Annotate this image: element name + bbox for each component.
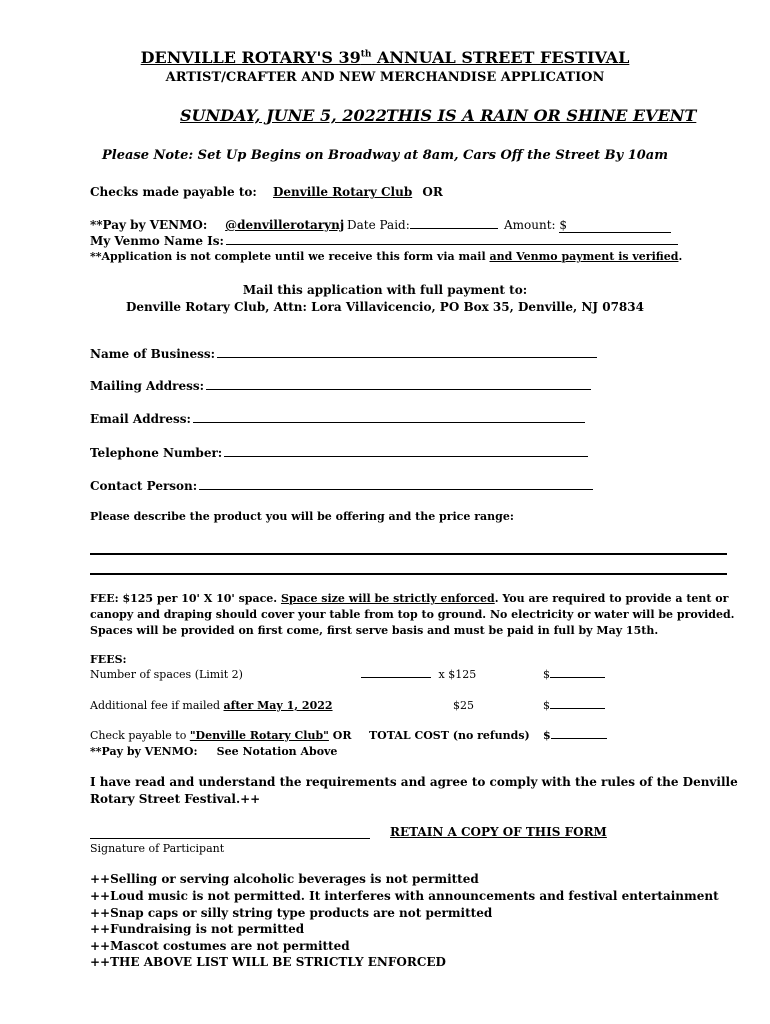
telephone-field[interactable] xyxy=(224,456,588,457)
mail-fee-amount: $25 xyxy=(453,699,474,712)
fee-line-2: canopy and draping should cover your table from top to ground. No electricity or water will be provided. xyxy=(90,608,735,621)
spaces-count xyxy=(361,668,476,681)
fees-heading: FEES: xyxy=(90,653,127,666)
rule-item: ++Mascot costumes are not permitted xyxy=(90,939,350,953)
contact-person-row xyxy=(90,479,593,493)
contact-person-label: Contact Person: xyxy=(90,479,198,493)
rain-or-shine-note: THIS IS A RAIN OR SHINE EVENT xyxy=(386,106,697,125)
date-paid xyxy=(347,218,498,232)
venmo-name-line xyxy=(90,234,678,248)
rule-item: ++Selling or serving alcoholic beverages is not permitted xyxy=(90,872,479,886)
incomplete-note-end: . xyxy=(678,250,683,263)
rule-item: ++THE ABOVE LIST WILL BE STRICTLY ENFORCED xyxy=(90,955,446,969)
spaces-multiplier: x $125 xyxy=(438,668,477,681)
spaces-total xyxy=(543,668,605,681)
total-cost-label: TOTAL COST (no refunds) xyxy=(369,729,530,742)
mail-fee-date: after May 1, 2022 xyxy=(223,699,333,712)
mailing-address-row xyxy=(90,379,591,393)
check-payable-text: Check payable to xyxy=(90,729,190,742)
title-rest: ANNUAL STREET FESTIVAL xyxy=(371,48,630,67)
fee-line-3: Spaces will be provided on first come, first serve basis and must be paid in full by May 15th. xyxy=(90,624,659,637)
incomplete-note-text: **Application is not complete until we receive this form via mail xyxy=(90,250,490,263)
business-name-field[interactable] xyxy=(217,357,597,358)
product-prompt: Please describe the product you will be offering and the price range: xyxy=(90,510,514,523)
mail-fee-total-dollar: $ xyxy=(543,699,550,712)
page-subtitle: ARTIST/CRAFTER AND NEW MERCHANDISE APPLICATION xyxy=(165,70,605,85)
check-payable-payee: "Denville Rotary Club" xyxy=(189,729,329,742)
signature-caption: Signature of Participant xyxy=(90,842,225,855)
spaces-total-field[interactable] xyxy=(550,677,605,678)
event-date: SUNDAY, JUNE 5, 2022 xyxy=(180,106,387,125)
product-line-2[interactable] xyxy=(90,573,727,575)
mailing-address-label: Mailing Address: xyxy=(90,379,205,393)
fee-line-1-text: FEE: $125 per 10' X 10' space. xyxy=(90,592,281,605)
business-name-label: Name of Business: xyxy=(90,347,216,361)
rule-item: ++Fundraising is not permitted xyxy=(90,922,305,936)
setup-note: Please Note: Set Up Begins on Broadway at 8am, Cars Off the Street By 10am xyxy=(102,148,668,163)
date-paid-field[interactable] xyxy=(410,228,498,229)
incomplete-note-emphasis: and Venmo payment is verified xyxy=(489,250,679,263)
mail-fee-label xyxy=(90,699,333,712)
incomplete-note xyxy=(90,250,682,263)
title-main: DENVILLE ROTARY'S 39 xyxy=(140,48,361,67)
venmo-notation: **Pay by VENMO: See Notation Above xyxy=(90,745,338,758)
fee-line-1-end: . You are required to provide a tent or xyxy=(494,592,729,605)
retain-copy-note: RETAIN A COPY OF THIS FORM xyxy=(390,825,607,839)
business-name-row xyxy=(90,347,597,361)
venmo-name-field[interactable] xyxy=(226,244,678,245)
signature-field[interactable] xyxy=(90,838,370,839)
venmo-line xyxy=(90,218,344,232)
spaces-total-dollar: $ xyxy=(543,668,550,681)
venmo-handle: @denvillerotarynj xyxy=(225,218,345,232)
title-ordinal: th xyxy=(360,49,372,60)
venmo-name-label: My Venmo Name Is: xyxy=(90,234,224,248)
amount-field[interactable] xyxy=(559,218,671,233)
rule-item: ++Snap caps or silly string type products are not permitted xyxy=(90,906,493,920)
mail-line-1: Mail this application with full payment to: xyxy=(242,283,528,297)
product-line-1[interactable] xyxy=(90,553,727,555)
mail-line-2: Denville Rotary Club, Attn: Lora Villavicencio, PO Box 35, Denville, NJ 07834 xyxy=(126,300,644,314)
telephone-row xyxy=(90,446,588,460)
check-payable-label xyxy=(90,729,351,742)
fee-line-1 xyxy=(90,592,728,605)
contact-person-field[interactable] xyxy=(199,489,593,490)
agreement-line-1: I have read and understand the requirements and agree to comply with the rules of the Denville xyxy=(90,775,738,789)
fee-line-1-emphasis: Space size will be strictly enforced xyxy=(280,592,495,605)
spaces-count-field[interactable] xyxy=(361,677,431,678)
email-row xyxy=(90,412,585,426)
venmo-label: **Pay by VENMO: xyxy=(90,218,208,232)
mail-fee-label-text: Additional fee if mailed xyxy=(90,699,224,712)
spaces-label: Number of spaces (Limit 2) xyxy=(90,668,243,681)
page-title xyxy=(0,48,770,67)
mail-fee-total-field[interactable] xyxy=(550,708,605,709)
check-payable-or: OR xyxy=(328,729,352,742)
date-paid-label: Date Paid: xyxy=(347,218,410,232)
total-cost xyxy=(543,729,607,742)
checks-payee: Denville Rotary Club xyxy=(272,185,413,199)
email-field[interactable] xyxy=(193,422,585,423)
amount-currency: $ xyxy=(559,218,568,232)
checks-label: Checks made payable to: xyxy=(90,185,257,199)
email-label: Email Address: xyxy=(90,412,191,426)
checks-or: OR xyxy=(422,185,443,199)
total-cost-field[interactable] xyxy=(551,738,607,739)
amount xyxy=(504,218,671,233)
amount-label: Amount: xyxy=(504,218,556,232)
agreement-line-2: Rotary Street Festival.++ xyxy=(90,792,261,806)
mailing-address-field[interactable] xyxy=(206,389,591,390)
mail-fee-total xyxy=(543,699,605,712)
rule-item: ++Loud music is not permitted. It interferes with announcements and festival entertainment xyxy=(90,889,719,903)
telephone-label: Telephone Number: xyxy=(90,446,223,460)
checks-line xyxy=(90,185,443,199)
total-cost-dollar: $ xyxy=(543,729,551,742)
